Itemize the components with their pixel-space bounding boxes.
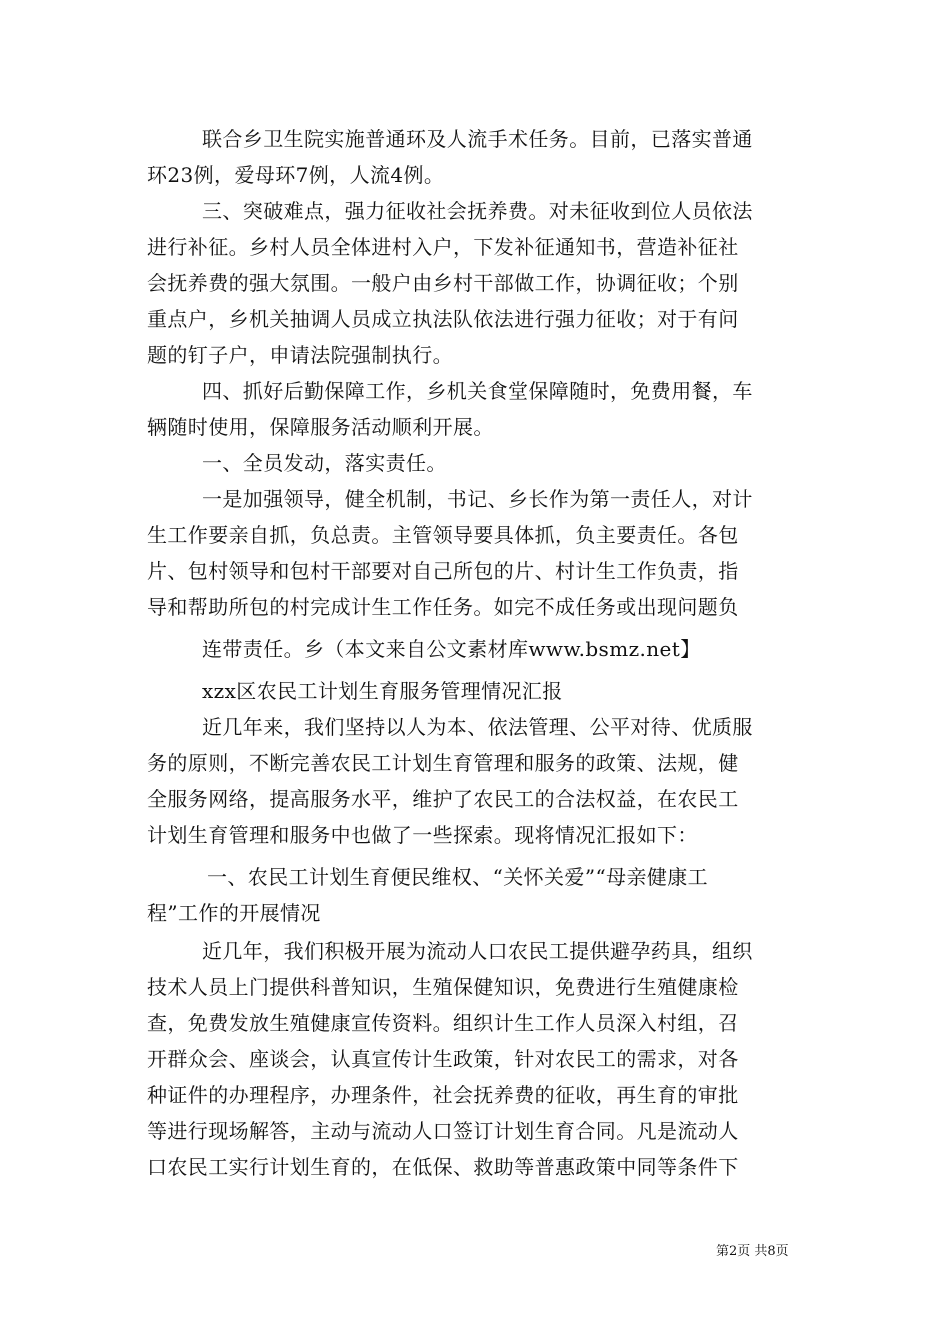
text-line: 题的钉子户，申请法院强制执行。 [147,343,453,367]
text-line: 一是加强领导，健全机制，书记、乡长作为第一责任人，对计 [202,487,753,511]
text-line: 连带责任。乡（本文来自公文素材库www.bsmz.net】 [202,637,701,661]
text-line: 务的原则，不断完善农民工计划生育管理和服务的政策、法规，健 [147,751,739,775]
section-heading: 程”工作的开展情况 [147,901,321,925]
text-line: 辆随时使用，保障服务活动顺利开展。 [147,415,494,439]
section-heading: 一、农民工计划生育便民维权、“关怀关爱”“母亲健康工 [207,865,709,889]
text-line: 三、突破难点，强力征收社会抚养费。对未征收到位人员依法 [202,199,753,223]
text-line: 联合乡卫生院实施普通环及人流手术任务。目前，已落实普通 [202,127,753,151]
text-line: 会抚养费的强大氛围。一般户由乡村干部做工作，协调征收；个别 [147,271,739,295]
text-line: 等进行现场解答，主动与流动人口签订计划生育合同。凡是流动人 [147,1119,739,1143]
text-line: 查，免费发放生殖健康宣传资料。组织计生工作人员深入村组，召 [147,1011,739,1035]
text-line: 全服务网络，提高服务水平，维护了农民工的合法权益，在农民工 [147,787,739,811]
text-line: 近几年，我们积极开展为流动人口农民工提供避孕药具，组织 [202,939,753,963]
text-line: 重点户，乡机关抽调人员成立执法队依法进行强力征收；对于有问 [147,307,739,331]
text-line: 导和帮助所包的村完成计生工作任务。如完不成任务或出现问题负 [147,595,739,619]
text-line: 计划生育管理和服务中也做了一些探索。现将情况汇报如下： [147,823,698,847]
text-line: 近几年来，我们坚持以人为本、依法管理、公平对待、优质服 [202,715,753,739]
text-line: 环23例，爱母环7例，人流4例。 [147,163,445,187]
text-line: 种证件的办理程序，办理条件，社会抚养费的征收，再生育的审批 [147,1083,739,1107]
page-number: 第2页 共8页 [716,1244,789,1259]
text-line: 四、抓好后勤保障工作，乡机关食堂保障随时，免费用餐，车 [202,379,753,403]
text-line: 进行补征。乡村人员全体进村入户，下发补征通知书，营造补征社 [147,235,739,259]
text-line: 片、包村领导和包村干部要对自己所包的片、村计生工作负责，指 [147,559,739,583]
text-line: 技术人员上门提供科普知识，生殖保健知识，免费进行生殖健康检 [147,975,739,999]
section-heading: 一、全员发动，落实责任。 [202,451,447,475]
text-line: 开群众会、座谈会，认真宣传计生政策，针对农民工的需求，对各 [147,1047,739,1071]
text-line: 口农民工实行计划生育的，在低保、救助等普惠政策中同等条件下 [147,1155,739,1179]
text-line: 生工作要亲自抓，负总责。主管领导要具体抓，负主要责任。各包 [147,523,739,547]
report-title: xzx区农民工计划生育服务管理情况汇报 [202,679,563,703]
